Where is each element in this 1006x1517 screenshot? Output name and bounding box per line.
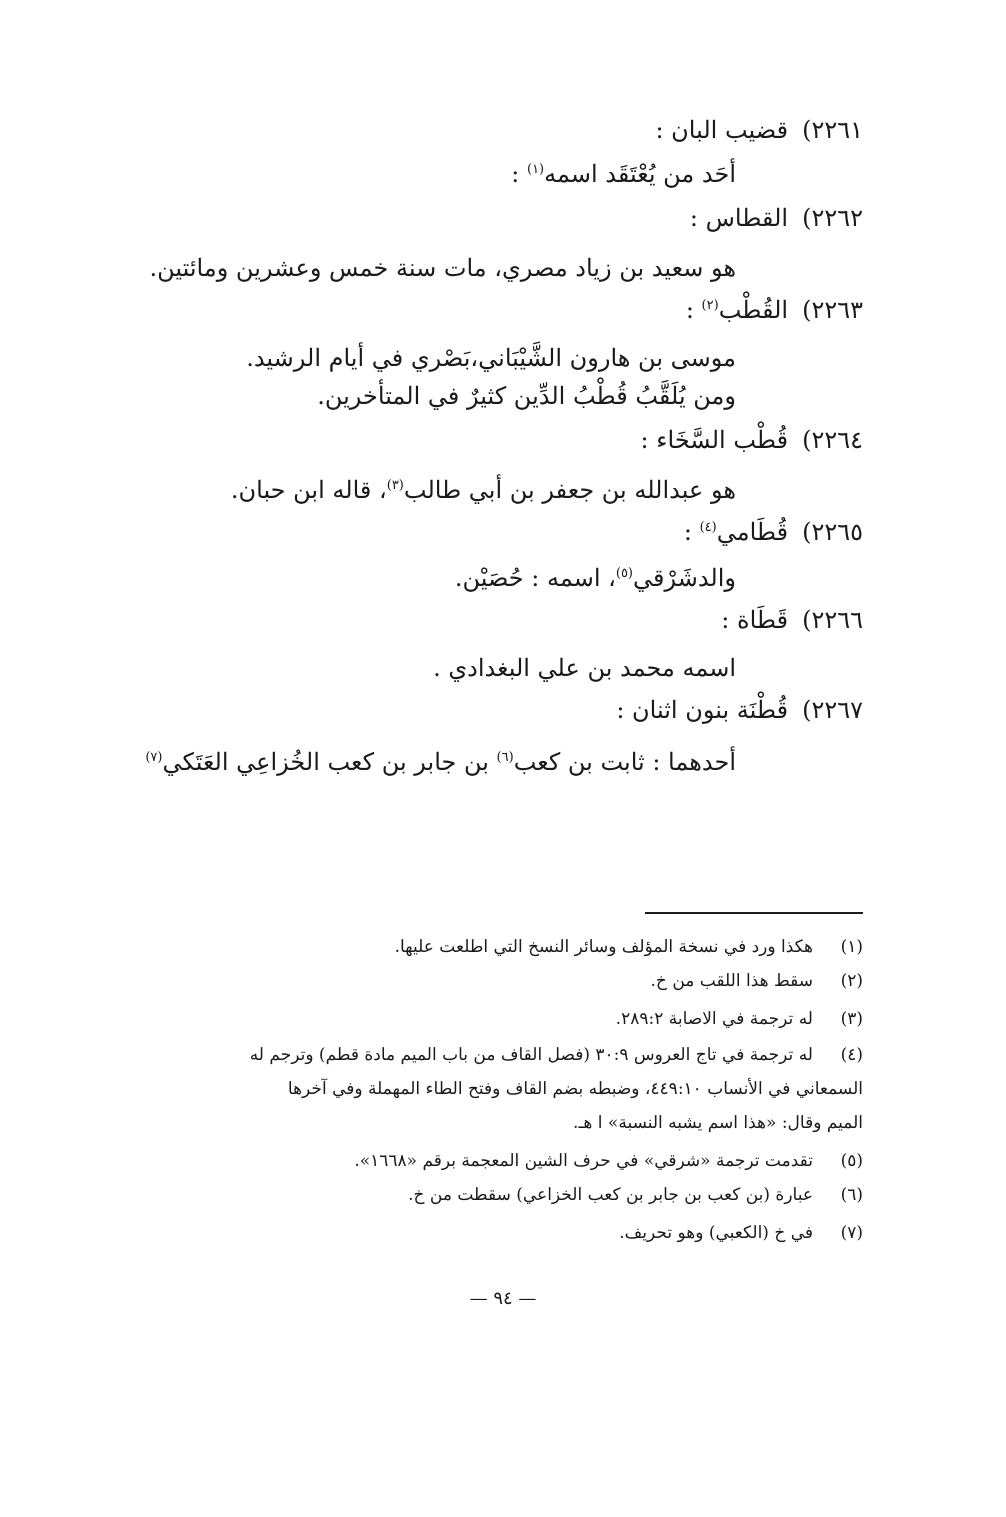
- footnote-text: الميم وقال: «هذا اسم يشبه النسبة» ا هـ.: [573, 1113, 863, 1133]
- footnote: [616, 1004, 863, 1034]
- entry-title: القُطْب: [718, 296, 789, 324]
- footnote-ref: (٤): [699, 520, 717, 535]
- footnote-number: (٥): [840, 1151, 863, 1171]
- footnote: [395, 932, 863, 962]
- footnote-number: (٣): [840, 1009, 863, 1029]
- entry-heading: [655, 112, 863, 148]
- footnote-number: (٦): [840, 1185, 863, 1205]
- footnote-ref: (٦): [496, 750, 514, 765]
- footnote-separator: [645, 912, 863, 914]
- entry-body-line: ومن يُلَقَّبُ قُطْبُ الدِّين كثيرٌ في المتأخرين.: [317, 382, 736, 410]
- footnote-continuation: [573, 1108, 863, 1138]
- entry-number: ٢٢٦٢): [802, 204, 863, 232]
- entry-heading: [690, 200, 863, 236]
- entry-title: قَطَاة :: [721, 606, 789, 634]
- entry-title: القطاس :: [689, 204, 789, 232]
- footnote-text: سقط هذا اللقب من خ.: [650, 971, 813, 991]
- footnote-ref: (١): [526, 162, 545, 177]
- footnote-ref: (٢): [701, 298, 719, 313]
- entry-title: قضيب البان :: [655, 116, 789, 144]
- footnote-number: (١): [840, 937, 863, 957]
- footnote-text: السمعاني في الأنساب ٤٤٩:١٠، وضبطه بضم القاف وفتح الطاء المهملة وفي آخرها: [287, 1079, 863, 1099]
- entry-number: ٢٢٦٣): [802, 296, 863, 324]
- entry-heading: [641, 422, 864, 458]
- footnote-continuation: [288, 1074, 863, 1104]
- entry-title: قُطْب السَّخَاء :: [640, 426, 789, 454]
- footnote: [354, 1146, 863, 1176]
- entry-number: ٢٢٦٦): [802, 606, 863, 634]
- footnote-text: له ترجمة في تاج العروس ٣٠:٩ (فصل القاف من باب الميم مادة قطم) وترجم له: [249, 1045, 813, 1065]
- entry-body-line: موسى بن هارون الشَّيْبَاني،بَصْري في أيام الرشيد.: [246, 344, 736, 372]
- entry-number: ٢٢٦٥): [802, 518, 863, 546]
- entry-heading: ٢٢٦٥)قُطَامي$^{(٤)}$ :: [684, 514, 863, 550]
- entry-body-line: هو عبدالله بن جعفر بن أبي طالب$^{(٣)}$، قاله ابن حبان.: [230, 476, 736, 504]
- footnote: [408, 1180, 863, 1210]
- entry-heading: ٢٢٦٣)القُطْب$^{(٢)}$ :: [686, 292, 863, 328]
- entry-title: قُطْنَة بنون اثنان :: [616, 696, 789, 724]
- footnote-ref: (٣): [386, 478, 404, 493]
- entry-heading: [721, 602, 863, 638]
- footnote-text: له ترجمة في الاصابة ٢٨٩:٢.: [615, 1009, 813, 1029]
- entry-body-line: والدشَرْقي$^{(٥)}$، اسمه : حُصَيْن.: [454, 564, 736, 592]
- footnote: [651, 966, 863, 996]
- entry-body-line: اسمه محمد بن علي البغدادي .: [433, 654, 736, 682]
- footnote-ref: (٥): [615, 566, 633, 581]
- footnote-text: هكذا ورد في نسخة المؤلف وسائر النسخ التي اطلعت عليها.: [394, 937, 813, 957]
- footnote-number: (٤): [840, 1045, 863, 1065]
- entry-number: ٢٢٦٧): [802, 696, 863, 724]
- footnote-text: تقدمت ترجمة «شرقي» في حرف الشين المعجمة برقم «١٦٦٨».: [354, 1151, 813, 1171]
- footnote-text: عبارة (بن كعب بن جابر بن كعب الخزاعي) سقطت من خ.: [408, 1185, 813, 1205]
- footnote-number: (٧): [840, 1223, 863, 1243]
- entry-number: ٢٢٦١): [802, 116, 863, 144]
- footnote: [619, 1218, 863, 1248]
- entry-body-line: هو سعيد بن زياد مصري، مات سنة خمس وعشرين ومائتين.: [149, 254, 736, 282]
- footnote-text: في خ (الكعبي) وهو تحريف.: [619, 1223, 813, 1243]
- entry-body-line: أحدهما : ثابت بن كعب$^{(٦)}$ بن جابر بن كعب الخُزاعِي العَتَكي$^{(٧)}$: [145, 748, 736, 776]
- footnote: [250, 1040, 863, 1070]
- entry-body-line: أحَد من يُعْتَقَد اسمه$^{(١)}$ :: [511, 160, 736, 188]
- entry-title: قُطَامي: [716, 518, 789, 546]
- footnote-number: (٢): [840, 971, 863, 991]
- footnote-ref: (٧): [145, 750, 163, 765]
- entry-number: ٢٢٦٤): [802, 426, 863, 454]
- entry-heading: [616, 692, 863, 728]
- page-number: — ٩٤ —: [469, 1288, 537, 1309]
